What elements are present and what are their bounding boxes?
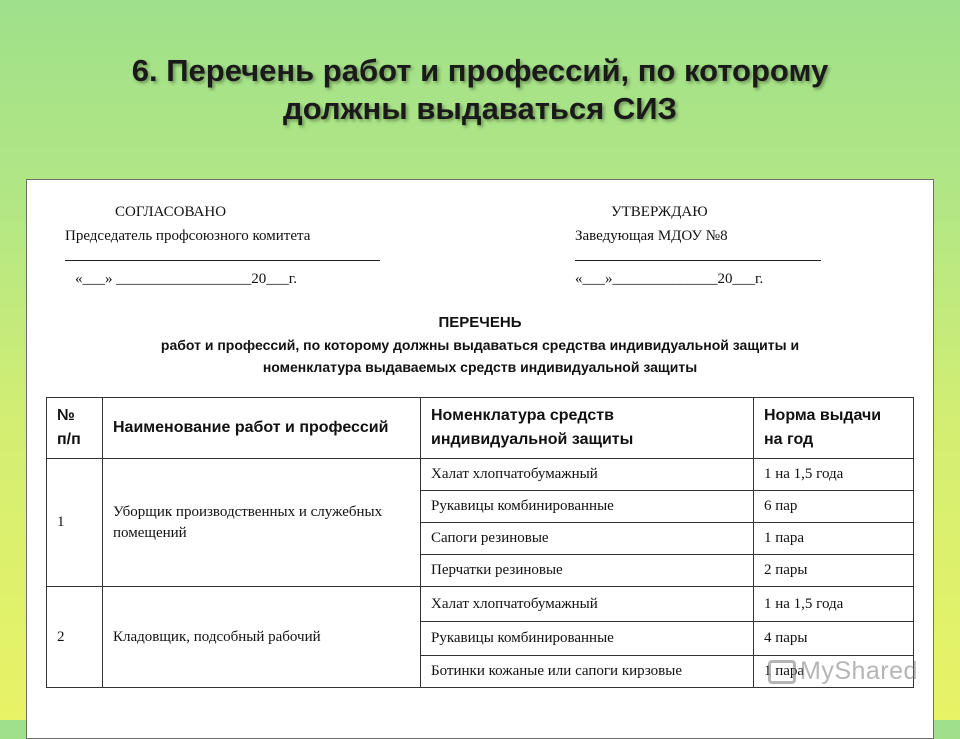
- approval-approve-block: [575, 200, 821, 291]
- row-norm: 6 пар: [754, 491, 914, 523]
- column-header-number: № п/п: [47, 398, 103, 459]
- row-norm: 1 на 1,5 года: [754, 459, 914, 491]
- approval-agreed-role: Председатель профсоюзного комитета: [65, 228, 311, 244]
- signature-line: [575, 248, 821, 261]
- approval-approve-role: Заведующая МДОУ №8: [575, 228, 728, 244]
- approval-approve-heading: УТВЕРЖДАЮ: [611, 204, 708, 220]
- row-norm: 1 на 1,5 года: [754, 587, 914, 622]
- approval-agreed-date: «___» __________________20___г.: [75, 271, 297, 287]
- table-header-row: [47, 398, 914, 459]
- row-norm: 1 пара: [754, 523, 914, 555]
- column-header-ppe: Номенклатура средств индивидуальной защиты: [421, 398, 754, 459]
- signature-line: [65, 248, 380, 261]
- row-job: Уборщик производственных и служебных помещений: [103, 459, 421, 587]
- approval-agreed-block: [65, 200, 380, 291]
- document-heading: [27, 312, 933, 378]
- row-ppe-item: Сапоги резиновые: [421, 523, 754, 555]
- approval-approve-date: «___»______________20___г.: [575, 271, 764, 287]
- row-norm: 4 пары: [754, 622, 914, 656]
- slide-title-line-2: должны выдаваться СИЗ: [283, 91, 677, 126]
- document-sheet: [26, 179, 934, 739]
- row-ppe-item: Рукавицы комбинированные: [421, 622, 754, 656]
- approval-agreed-heading: СОГЛАСОВАНО: [115, 204, 227, 220]
- column-header-norm: Норма выдачи на год: [754, 398, 914, 459]
- row-number: 2: [47, 587, 103, 688]
- slide-title-line-1: 6. Перечень работ и профессий, по которому: [131, 53, 829, 88]
- column-header-job: Наименование работ и профессий: [103, 398, 421, 459]
- row-ppe-item: Халат хлопчатобумажный: [421, 587, 754, 622]
- myshared-watermark: [768, 657, 918, 686]
- row-number: 1: [47, 459, 103, 587]
- row-norm: 2 пары: [754, 555, 914, 587]
- row-norm: 1 пара: [754, 656, 914, 688]
- row-job: Кладовщик, подсобный рабочий: [103, 587, 421, 688]
- myshared-logo-icon: [768, 660, 796, 684]
- row-ppe-item: Ботинки кожаные или сапоги кирзовые: [421, 656, 754, 688]
- row-ppe-item: Халат хлопчатобумажный: [421, 459, 754, 491]
- table-row: [47, 587, 914, 622]
- table-row: [47, 459, 914, 491]
- document-heading-title: ПЕРЕЧЕНЬ: [438, 314, 522, 331]
- ppe-table: [46, 397, 914, 688]
- watermark-text: MyShared: [800, 657, 918, 685]
- document-heading-line-2: номенклатура выдаваемых средств индивидуальной защиты: [262, 359, 698, 375]
- row-ppe-item: Перчатки резиновые: [421, 555, 754, 587]
- document-heading-line-1: работ и профессий, по которому должны выдаваться средства индивидуальной защиты и: [160, 337, 800, 353]
- slide-title: [0, 52, 960, 128]
- row-ppe-item: Рукавицы комбинированные: [421, 491, 754, 523]
